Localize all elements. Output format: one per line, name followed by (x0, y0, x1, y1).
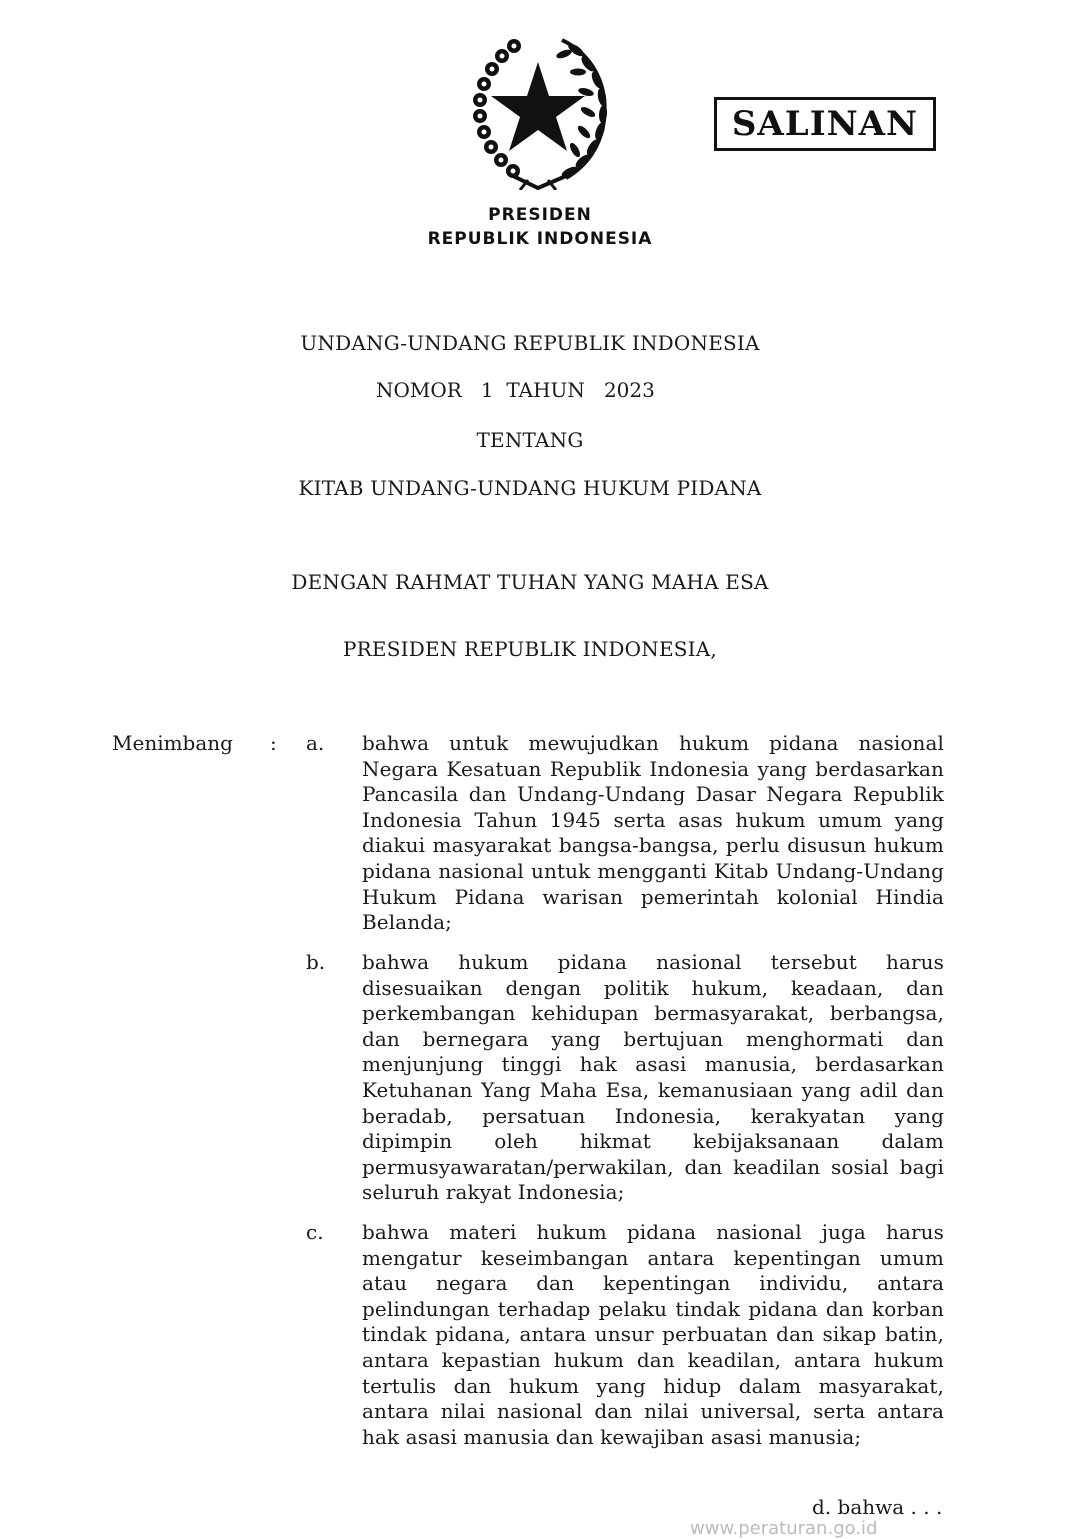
menimbang-label: Menimbang (112, 731, 233, 755)
menimbang-colon: : (270, 731, 277, 755)
item-letter-c: c. (306, 1220, 324, 1244)
tentang-label: TENTANG (476, 428, 584, 452)
menimbang-item-c: bahwa materi hukum pidana nasional juga harus mengatur keseimbangan antara kepentingan umum atau negara dan kepentingan individu, antara pelindungan terhadap pelaku tindak pidana dan korban tindak pidana, antara unsur perbuatan dan sikap batin, antara kepastian hukum dan keadilan, antara hukum tertulis dan hukum yang hidup dalam masyarakat, antara nilai nasional dan nilai universal, serta antara hak asasi manusia dan kewajiban asasi manusia; (362, 1220, 944, 1449)
continuation-marker: d. bahwa . . . (812, 1495, 943, 1519)
menimbang-item-b: bahwa hukum pidana nasional tersebut harus disesuaikan dengan politik hukum, keadaan, dan perkembangan kehidupan bermasyarakat, berbangsa, dan bernegara yang bertujuan menghormati dan menjunjung tinggi hak asasi manusia, berdasarkan Ketuhanan Yang Maha Esa, kemanusiaan yang adil dan beradab, persatuan Indonesia, kerakyatan yang dipimpin oleh hikmat kebijaksanaan dalam permusyawaratan/perwakilan, dan keadilan sosial bagi seluruh rakyat Indonesia; (362, 950, 944, 1205)
law-number-line (376, 378, 655, 402)
item-letter-b: b. (306, 950, 326, 974)
law-subject: KITAB UNDANG-UNDANG HUKUM PIDANA (298, 476, 762, 500)
watermark-url: www.peraturan.go.id (690, 1518, 878, 1539)
header-presiden: PRESIDEN (488, 205, 592, 225)
salinan-stamp: SALINAN (714, 97, 936, 151)
issuer-line: PRESIDEN REPUBLIK INDONESIA, (343, 637, 717, 661)
blessing-line: DENGAN RAHMAT TUHAN YANG MAHA ESA (291, 570, 769, 594)
nomor-value: 1 (480, 378, 494, 402)
tahun-value: 2023 (603, 378, 655, 402)
menimbang-item-a: bahwa untuk mewujudkan hukum pidana nasional Negara Kesatuan Republik Indonesia yang berdasarkan Pancasila dan Undang-Undang Dasar Negara Republik Indonesia Tahun 1945 serta asas hukum umum yang diakui masyarakat bangsa-bangsa, perlu disusun hukum pidana nasional untuk mengganti Kitab Undang-Undang Hukum Pidana warisan pemerintah kolonial Hindia Belanda; (362, 731, 944, 935)
nomor-label: NOMOR (376, 378, 462, 402)
presidential-emblem-icon (458, 30, 618, 190)
law-title: UNDANG-UNDANG REPUBLIK INDONESIA (300, 331, 760, 355)
header-republik-indonesia: REPUBLIK INDONESIA (427, 229, 653, 249)
tahun-label: TAHUN (506, 378, 585, 402)
item-letter-a: a. (306, 731, 325, 755)
